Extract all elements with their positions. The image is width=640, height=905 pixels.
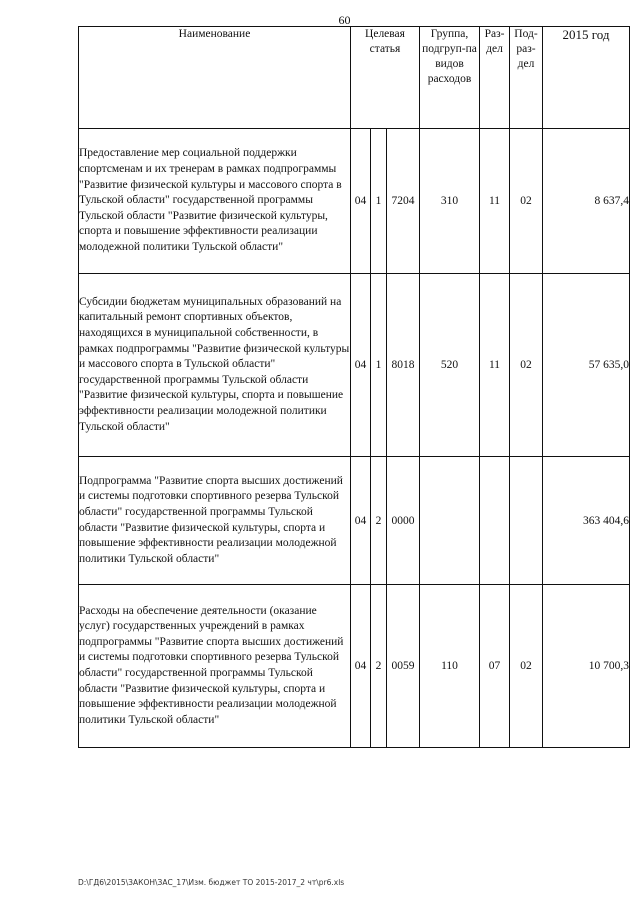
article-program: 04 bbox=[351, 457, 371, 585]
page-number: 60 bbox=[338, 13, 351, 27]
header-section: Раз-дел bbox=[480, 27, 510, 129]
subsection: 02 bbox=[510, 129, 543, 274]
header-group: Группа, подгруп-па видов расходов bbox=[420, 27, 480, 129]
row-name: Подпрограмма "Развитие спорта высших достижений и системы подготовки спортивного резерва Тульской области" государственной программы Тульской области "Развитие физической культуры, спорта и повышение эффективности реализации молодежной политики Тульской области" bbox=[79, 457, 351, 585]
expense-group: 520 bbox=[420, 274, 480, 457]
header-row bbox=[79, 27, 630, 129]
section bbox=[480, 457, 510, 585]
row-name: Субсидии бюджетам муниципальных образований на капитальный ремонт спортивных объектов, находящихся в муниципальной собственности, в рамках подпрограммы "Развитие физической культуры и массового спорта в Тульской области" государственной программы Тульской области "Развитие физической культуры, спорта и повышение эффективности реализации молодежной политики Тульской области" bbox=[79, 274, 351, 457]
article-code: 7204 bbox=[387, 129, 420, 274]
section: 07 bbox=[480, 585, 510, 748]
expense-group: 110 bbox=[420, 585, 480, 748]
article-code: 8018 bbox=[387, 274, 420, 457]
article-subprogram: 1 bbox=[371, 129, 387, 274]
table-row bbox=[79, 585, 630, 748]
article-program: 04 bbox=[351, 129, 371, 274]
expense-group bbox=[420, 457, 480, 585]
article-code: 0000 bbox=[387, 457, 420, 585]
subsection: 02 bbox=[510, 585, 543, 748]
article-subprogram: 2 bbox=[371, 457, 387, 585]
table-row bbox=[79, 129, 630, 274]
amount: 10 700,3 bbox=[543, 585, 630, 748]
article-subprogram: 2 bbox=[371, 585, 387, 748]
row-name: Предоставление мер социальной поддержки спортсменам и их тренерам в рамках подпрограммы "Развитие физической культуры и массового спорта в Тульской области" государственной программы Тульской области "Развитие физической культуры, спорта и повышение эффективности реализации молодежной политики Тульской области" bbox=[79, 129, 351, 274]
section: 11 bbox=[480, 129, 510, 274]
article-code: 0059 bbox=[387, 585, 420, 748]
header-subsection: Под-раз-дел bbox=[510, 27, 543, 129]
article-program: 04 bbox=[351, 274, 371, 457]
amount: 57 635,0 bbox=[543, 274, 630, 457]
file-path-footer: D:\ГД6\2015\ЗАКОН\ЗАС_17\Изм. бюджет ТО 2015-2017_2 чт\pr6.xls bbox=[78, 878, 345, 887]
row-name: Расходы на обеспечение деятельности (оказание услуг) государственных учреждений в рамках подпрограммы "Развитие спорта высших достижений и системы подготовки спортивного резерва Тульской области" государственной программы Тульской области "Развитие физической культуры, спорта и повышение эффективности реализации молодежной политики Тульской области" bbox=[79, 585, 351, 748]
expense-group: 310 bbox=[420, 129, 480, 274]
header-target-article: Целевая статья bbox=[351, 27, 420, 129]
budget-table bbox=[78, 26, 630, 748]
amount: 8 637,4 bbox=[543, 129, 630, 274]
amount: 363 404,6 bbox=[543, 457, 630, 585]
subsection: 02 bbox=[510, 274, 543, 457]
header-name: Наименование bbox=[79, 27, 351, 129]
article-program: 04 bbox=[351, 585, 371, 748]
header-year: 2015 год bbox=[543, 27, 630, 129]
article-subprogram: 1 bbox=[371, 274, 387, 457]
section: 11 bbox=[480, 274, 510, 457]
subsection bbox=[510, 457, 543, 585]
table-row bbox=[79, 274, 630, 457]
table-row bbox=[79, 457, 630, 585]
